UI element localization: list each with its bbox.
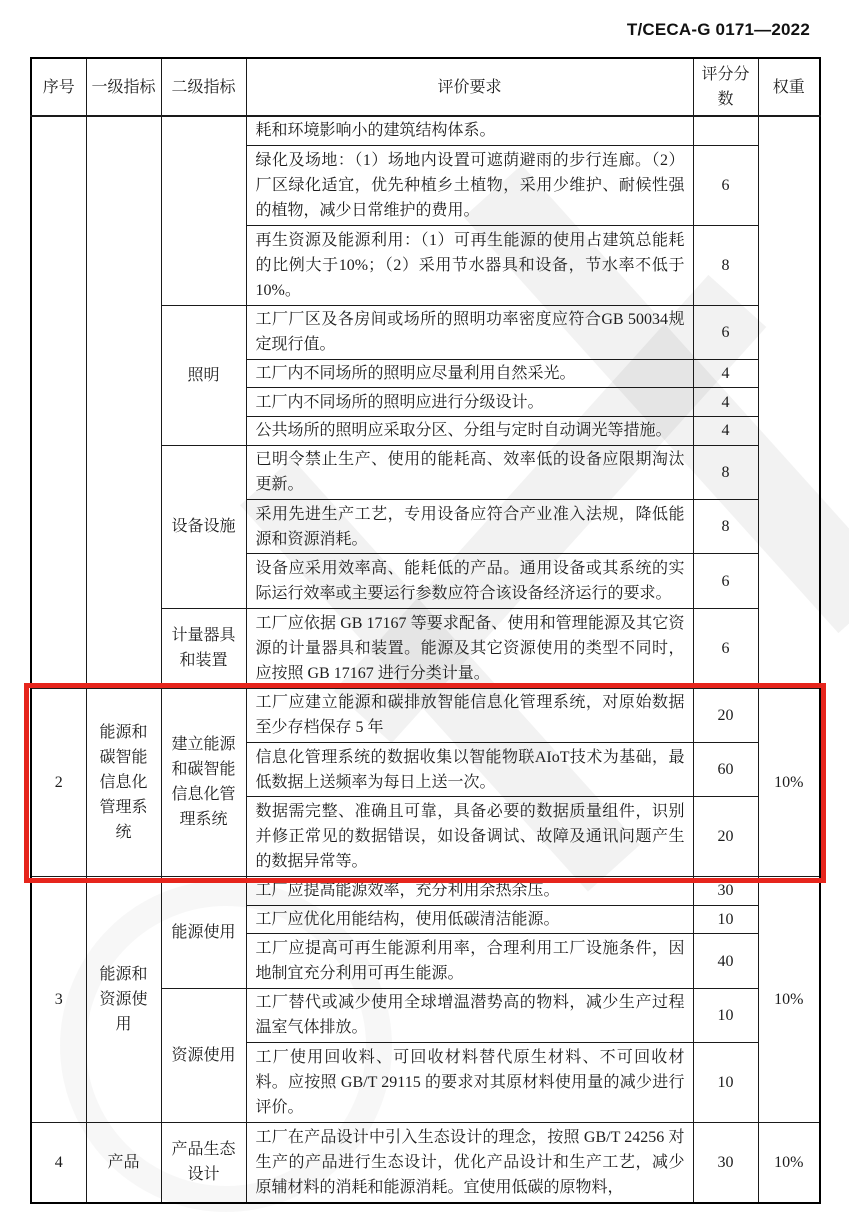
requirement-cell: 工厂内不同场所的照明应进行分级设计。 <box>246 388 693 417</box>
level1-cell <box>86 116 161 688</box>
requirement-cell: 绿化及场地：（1）场地内设置可遮荫避雨的步行连廊。（2）厂区绿化适宜，优先种植乡土植物，采用少维护、耐候性强的植物，减少日常维护的费用。 <box>246 145 693 225</box>
score-cell: 6 <box>693 608 758 688</box>
level2-cell: 照明 <box>161 305 246 445</box>
score-cell: 30 <box>693 877 758 906</box>
requirement-cell: 公共场所的照明应采取分区、分组与定时自动调光等措施。 <box>246 417 693 446</box>
score-cell: 60 <box>693 742 758 796</box>
weight-cell: 10% <box>758 1122 820 1203</box>
score-cell: 10 <box>693 988 758 1042</box>
table-row-highlighted <box>31 688 820 742</box>
score-cell: 6 <box>693 305 758 359</box>
requirement-cell: 工厂应建立能源和碳排放智能信息化管理系统，对原始数据至少存档保存 5 年 <box>246 688 693 742</box>
standard-reference: T/CECA-G 0171—2022 <box>626 20 810 39</box>
requirement-cell: 工厂使用回收料、可回收材料替代原生材料、不可回收材料。应按照 GB/T 29115 的要求对其原材料使用量的减少进行评价。 <box>246 1043 693 1123</box>
requirement-cell: 信息化管理系统的数据收集以智能物联AIoT技术为基础，最低数据上送频率为每日上送一次。 <box>246 742 693 796</box>
header-seq: 序号 <box>31 58 86 116</box>
header-level1: 一级指标 <box>86 58 161 116</box>
level2-cell: 产品生态设计 <box>161 1122 246 1203</box>
weight-cell: 10% <box>758 877 820 1123</box>
level1-cell: 能源和碳智能信息化管理系统 <box>86 688 161 877</box>
seq-cell: 4 <box>31 1122 86 1203</box>
requirement-cell: 再生资源及能源利用：（1）可再生能源的使用占建筑总能耗的比例大于10%；（2）采用节水器具和设备，节水率不低于10%。 <box>246 225 693 305</box>
level2-cell: 能源使用 <box>161 877 246 989</box>
requirement-cell: 工厂在产品设计中引入生态设计的理念，按照 GB/T 24256 对生产的产品进行生态设计，优化产品设计和生产工艺，减少原辅材料的消耗和能源消耗。宜使用低碳的原物料， <box>246 1122 693 1203</box>
requirement-cell: 工厂内不同场所的照明应尽量利用自然采光。 <box>246 359 693 388</box>
level2-cell: 建立能源和碳智能信息化管理系统 <box>161 688 246 877</box>
score-cell: 8 <box>693 445 758 499</box>
score-cell: 30 <box>693 1122 758 1203</box>
score-cell: 6 <box>693 554 758 608</box>
requirement-cell: 工厂厂区及各房间或场所的照明功率密度应符合GB 50034规定现行值。 <box>246 305 693 359</box>
score-cell: 4 <box>693 388 758 417</box>
header-score: 评分分数 <box>693 58 758 116</box>
header-level2: 二级指标 <box>161 58 246 116</box>
requirement-cell: 采用先进生产工艺，专用设备应符合产业准入法规，降低能源和资源消耗。 <box>246 500 693 554</box>
header-requirement: 评价要求 <box>246 58 693 116</box>
requirement-cell: 耗和环境影响小的建筑结构体系。 <box>246 116 693 145</box>
requirement-cell: 工厂替代或减少使用全球增温潜势高的物料，减少生产过程温室气体排放。 <box>246 988 693 1042</box>
seq-cell <box>31 116 86 688</box>
table-row <box>31 1122 820 1203</box>
level1-cell: 产品 <box>86 1122 161 1203</box>
seq-cell: 3 <box>31 877 86 1123</box>
requirement-cell: 工厂应依据 GB 17167 等要求配备、使用和管理能源及其它资源的计量器具和装置。能源及其它资源使用的类型不同时，应按照 GB 17167 进行分类计量。 <box>246 608 693 688</box>
weight-cell <box>758 116 820 688</box>
requirement-cell: 已明令禁止生产、使用的能耗高、效率低的设备应限期淘汰更新。 <box>246 445 693 499</box>
evaluation-table <box>30 57 821 1204</box>
weight-cell: 10% <box>758 688 820 877</box>
requirement-cell: 工厂应提高能源效率，充分利用余热余压。 <box>246 877 693 906</box>
level2-cell: 设备设施 <box>161 445 246 608</box>
score-cell: 8 <box>693 225 758 305</box>
header-weight: 权重 <box>758 58 820 116</box>
score-cell <box>693 116 758 145</box>
score-cell: 8 <box>693 500 758 554</box>
level2-cell: 计量器具和装置 <box>161 608 246 688</box>
score-cell: 10 <box>693 1043 758 1123</box>
seq-cell: 2 <box>31 688 86 877</box>
score-cell: 4 <box>693 417 758 446</box>
table-row <box>31 116 820 145</box>
requirement-cell: 设备应采用效率高、能耗低的产品。通用设备或其系统的实际运行效率或主要运行参数应符合该设备经济运行的要求。 <box>246 554 693 608</box>
requirement-cell: 工厂应优化用能结构，使用低碳清洁能源。 <box>246 905 693 934</box>
level2-cell: 资源使用 <box>161 988 246 1122</box>
score-cell: 4 <box>693 359 758 388</box>
level1-cell: 能源和资源使用 <box>86 877 161 1123</box>
score-cell: 10 <box>693 905 758 934</box>
score-cell: 6 <box>693 145 758 225</box>
table-row <box>31 877 820 906</box>
requirement-cell: 数据需完整、准确且可靠，具备必要的数据质量组件，识别并修正常见的数据错误，如设备调试、故障及通讯问题产生的数据异常等。 <box>246 797 693 877</box>
requirement-cell: 工厂应提高可再生能源利用率，合理利用工厂设施条件，因地制宜充分利用可再生能源。 <box>246 934 693 988</box>
score-cell: 40 <box>693 934 758 988</box>
header-row <box>31 58 820 116</box>
score-cell: 20 <box>693 688 758 742</box>
score-cell: 20 <box>693 797 758 877</box>
level2-cell <box>161 116 246 305</box>
